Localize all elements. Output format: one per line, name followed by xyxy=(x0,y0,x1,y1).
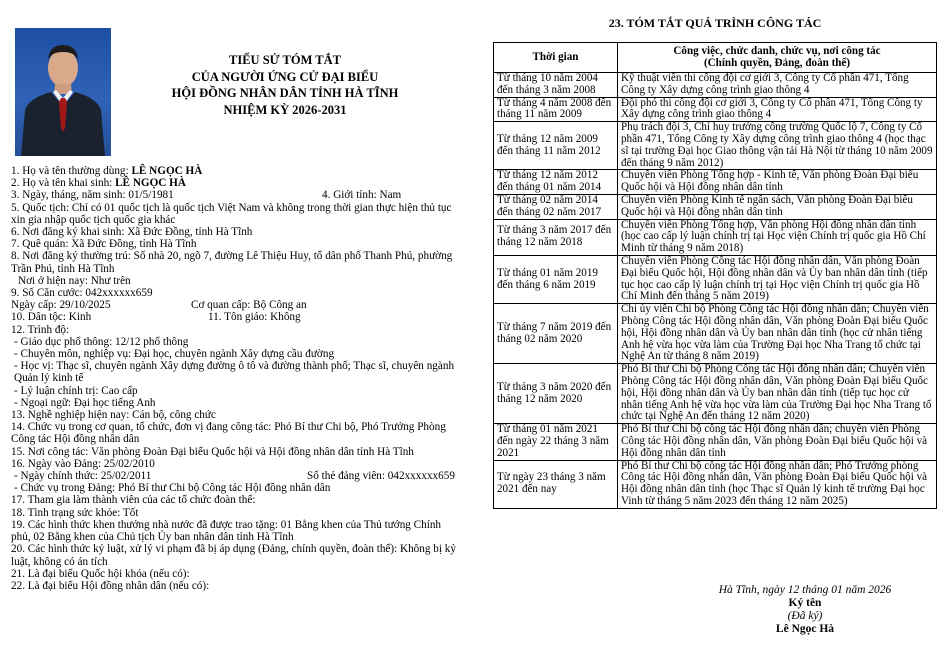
header-time: Thời gian xyxy=(494,43,618,73)
info-id-issue-date: Ngày cấp: 29/10/2025 xyxy=(11,299,111,312)
info-health: 18. Tình trạng sức khỏe: Tốt xyxy=(11,506,139,519)
header-job-line-1: Công việc, chức danh, chức vụ, nơi công tác xyxy=(673,44,881,57)
info-education-degree: - Học vị: Thạc sĩ, chuyên ngành Xây dựng đường ô tô và đường thành phố; Thạc sĩ, chuyên ngành Quản lý kinh tế xyxy=(14,360,455,385)
header-job-line-2: (Chính quyền, Đảng, đoàn thể) xyxy=(703,56,851,69)
info-value-bold: LÊ NGỌC HÀ xyxy=(131,165,203,177)
personal-info-section xyxy=(11,165,457,592)
info-party-official xyxy=(11,470,457,482)
row-time: Từ tháng 3 năm 2017 đến tháng 12 năm 2018 xyxy=(494,219,618,255)
info-hometown: 7. Quê quán: Xã Đức Đồng, tỉnh Hà Tĩnh xyxy=(11,238,197,251)
title-line-2: CỦA NGƯỜI ỨNG CỬ ĐẠI BIỂU xyxy=(191,69,379,84)
info-organizations: 17. Tham gia làm thành viên của các tổ chức đoàn thể: xyxy=(11,494,256,507)
info-workplace: 15. Nơi công tác: Văn phòng Đoàn Đại biểu Quốc hội và Hội đồng nhân dân tỉnh Hà Tĩnh xyxy=(11,445,414,458)
info-birth-name xyxy=(11,177,457,189)
row-job: Phó Bí thư Chi bộ công tác Hội đồng nhân dân; chuyên viên Phòng Công tác Hội đồng nhân dân, Văn phòng Đoàn Đại biểu Quốc hội và Hội đồng nhân dân tỉnh xyxy=(618,424,937,460)
row-job: Chuyên viên Phòng Tổng hợp - Kinh tế, Văn phòng Đoàn Đại biểu Quốc hội và Hội đồng nhân dân tỉnh xyxy=(618,170,937,195)
table-row xyxy=(494,460,937,508)
table-row xyxy=(494,73,937,98)
info-label: 2. Họ và tên khai sinh: xyxy=(11,177,116,190)
info-pc-delegate: 22. Là đại biểu Hội đồng nhân dân (nếu có): xyxy=(11,579,210,592)
info-label: 1. Họ và tên thường dùng: xyxy=(11,165,132,177)
info-education-general: - Giáo dục phổ thông: 12/12 phổ thông xyxy=(14,335,189,348)
table-row xyxy=(494,304,937,364)
table-row xyxy=(494,219,937,255)
row-time: Từ tháng 12 năm 2012 đến tháng 01 năm 2014 xyxy=(494,170,618,195)
info-education-professional: - Chuyên môn, nghiệp vụ: Đại học, chuyên ngành Xây dựng cầu đường xyxy=(14,348,335,361)
info-birthdate: 3. Ngày, tháng, năm sinh: 01/5/1981 xyxy=(11,189,174,202)
info-awards: 19. Các hình thức khen thưởng nhà nước đã được trao tặng: 01 Bằng khen của Thủ tướng Chính phủ, 02 Bằng khen của Chủ tịch Ủy ban nhân dân tỉnh Hà Tĩnh xyxy=(11,518,442,544)
row-job: Phó Bí thư Chi bộ công tác Hội đồng nhân dân; Phó Trưởng phòng Công tác Hội đồng nhân dân, Văn phòng Đoàn Đại biểu Quốc hội và Hội đồng nhân dân tỉnh (học Thạc sĩ Quản lý kinh tế trường Đại học Vinh từ tháng 5 năm 2023 đến tháng 12 năm 2025) xyxy=(618,460,937,508)
row-job: Chi ủy viên Chi bộ Phòng Công tác Hội đồng nhân dân; Chuyên viên Phòng Công tác Hội đồng nhân dân, Văn phòng Đoàn Đại biểu Quốc hội, Hội đồng nhân dân và Ủy ban nhân dân tỉnh (học cử nhân tiếng Anh hệ vừa học vừa làm của Trường Đại học Nha Trang tổ chức tại Nghệ An từ tháng 8 năm 2019) xyxy=(618,304,937,364)
info-na-delegate: 21. Là đại biểu Quốc hội khóa (nếu có): xyxy=(11,567,190,580)
title-line-1: TIỂU SỬ TÓM TẮT xyxy=(229,53,341,67)
table-row xyxy=(494,170,937,195)
signature-name: Lê Ngọc Hà xyxy=(775,623,835,635)
info-position: 14. Chức vụ trong cơ quan, tổ chức, đơn vị đang công tác: Phó Bí thư Chi bộ, Phó Trưởng Phòng Công tác Hội đồng nhân dân xyxy=(11,421,446,446)
info-value-bold: LÊ NGỌC HÀ xyxy=(115,177,186,190)
row-time: Từ tháng 01 năm 2019 đến tháng 6 năm 2019 xyxy=(494,255,618,303)
info-ethnicity-religion xyxy=(11,311,457,323)
title-line-4: NHIỆM KỲ 2026-2031 xyxy=(223,102,347,117)
title-line-3: HỘI ĐỒNG NHÂN DÂN TỈNH HÀ TĨNH xyxy=(171,86,399,100)
row-job: Chuyên viên Phòng Kinh tế ngân sách, Văn phòng Đoàn Đại biểu Quốc hội và Hội đồng nhân dân tỉnh xyxy=(618,194,937,219)
document-title xyxy=(120,52,450,118)
signature-label: Ký tên xyxy=(788,597,822,609)
row-job: Phó Bí thư Chi bộ Phòng Công tác Hội đồng nhân dân; Chuyên viên Phòng Công tác Hội đồng nhân dân, Văn phòng Đoàn Đại biểu Quốc hội, Hội đồng nhân dân và Ủy ban nhân dân tỉnh (tiếp tục học cử nhân tiếng Anh hệ vừa học vừa làm của Trường Đại học Nha Trang tổ chức tại Nghệ An đến tháng 12 năm 2020) xyxy=(618,364,937,424)
info-id-number: 9. Số Căn cước: 042xxxxxx659 xyxy=(11,287,153,300)
table-header-row xyxy=(494,43,937,73)
info-gender: 4. Giới tính: Nam xyxy=(322,189,402,202)
info-birth-registration: 6. Nơi đăng ký khai sinh: Xã Đức Đồng, tỉnh Hà Tĩnh xyxy=(11,226,253,239)
row-time: Từ tháng 4 năm 2008 đến tháng 11 năm 2009 xyxy=(494,97,618,122)
info-nationality: 5. Quốc tịch: Chỉ có 01 quốc tịch là quốc tịch Việt Nam và không trong thời gian thực hiện thủ tục xin gia nhập quốc tịch quốc gia khác xyxy=(11,201,452,226)
info-discipline: 20. Các hình thức kỷ luật, xử lý vi phạm đã bị áp dụng (Đảng, chính quyền, đoàn thể): Không bị kỷ luật, không có án tích xyxy=(11,543,456,568)
table-row xyxy=(494,97,937,122)
signature-signed: (Đã ký) xyxy=(787,610,823,622)
row-job: Phụ trách đội 3, Chỉ huy trưởng công trường Quốc lộ 7, Công ty Cổ phần 471, Tổng Công ty Xây dựng công trình giao thông 4 (học thạc sĩ tại trường Đại học Giao thông vận tải Hà Nội từ tháng 10 năm 2009 đến tháng 9 năm 2012) xyxy=(618,122,937,170)
row-time: Từ ngày 23 tháng 3 năm 2021 đến nay xyxy=(494,460,618,508)
work-history-section xyxy=(493,0,937,509)
info-party-official-date: - Ngày chính thức: 25/02/2011 xyxy=(14,470,152,483)
info-education-heading: 12. Trình độ: xyxy=(11,323,70,336)
info-birth-gender xyxy=(11,189,457,201)
info-party-card: Số thẻ đảng viên: 042xxxxxx659 xyxy=(307,470,455,483)
table-row xyxy=(494,194,937,219)
table-row xyxy=(494,364,937,424)
row-time: Từ tháng 12 năm 2009 đến tháng 11 năm 2012 xyxy=(494,122,618,170)
row-job: Chuyên viên Phòng Công tác Hội đồng nhân dân, Văn phòng Đoàn Đại biểu Quốc hội, Hội đồng nhân dân và Ủy ban nhân dân tỉnh (tiếp tục học cao cấp lý luận chính trị tại Học viện Chính trị quốc gia Hồ Chí Minh đến tháng 5 năm 2019) xyxy=(618,255,937,303)
info-party-join-date: 16. Ngày vào Đảng: 25/02/2010 xyxy=(11,457,155,470)
info-occupation: 13. Nghề nghiệp hiện nay: Cán bộ, công chức xyxy=(11,409,216,422)
info-id-issue xyxy=(11,299,457,311)
info-ethnicity: 10. Dân tộc: Kinh xyxy=(11,311,92,324)
info-education-language: - Ngoại ngữ: Đại học tiếng Anh xyxy=(14,396,156,409)
info-education-political: - Lý luận chính trị: Cao cấp xyxy=(14,384,138,397)
row-job: Đội phó thi công đội cơ giới 3, Công ty Cổ phần 471, Tổng Công ty Xây dựng công trình giao thông 4 xyxy=(618,97,937,122)
table-row xyxy=(494,255,937,303)
row-time: Từ tháng 10 năm 2004 đến tháng 3 năm 2008 xyxy=(494,73,618,98)
work-history-title: 23. TÓM TẮT QUÁ TRÌNH CÔNG TÁC xyxy=(608,16,822,30)
row-job: Chuyên viên Phòng Tổng hợp, Văn phòng Hội đồng nhân dân tỉnh (học cao cấp lý luận chính trị tại Học viện Chính trị quốc gia Hồ Chí Minh từ tháng 9 năm 2018) xyxy=(618,219,937,255)
info-current-residence: Nơi ở hiện nay: Như trên xyxy=(18,274,131,287)
header-job xyxy=(618,43,937,73)
table-row xyxy=(494,122,937,170)
row-time: Từ tháng 7 năm 2019 đến tháng 02 năm 2020 xyxy=(494,304,618,364)
row-time: Từ tháng 01 năm 2021 đến ngày 22 tháng 3 năm 2021 xyxy=(494,424,618,460)
table-row xyxy=(494,424,937,460)
info-religion: 11. Tôn giáo: Không xyxy=(208,311,301,324)
row-time: Từ tháng 3 năm 2020 đến tháng 12 năm 2020 xyxy=(494,364,618,424)
signature-date: Hà Tĩnh, ngày 12 tháng 01 năm 2026 xyxy=(718,584,892,596)
signature-block xyxy=(690,584,920,636)
row-job: Kỹ thuật viên thi công đội cơ giới 3, Công ty Cổ phần 471, Tổng Công ty Xây dựng công trình giao thông 4 xyxy=(618,73,937,98)
info-permanent-residence: 8. Nơi đăng ký thường trú: Số nhà 20, ngõ 7, đường Lê Thiệu Huy, tổ dân phố Thanh Phú, phường Trần Phú, tỉnh Hà Tĩnh xyxy=(11,250,453,275)
row-time: Từ tháng 02 năm 2014 đến tháng 02 năm 2017 xyxy=(494,194,618,219)
candidate-portrait-photo xyxy=(15,28,111,156)
work-history-table xyxy=(493,42,937,509)
info-party-position: - Chức vụ trong Đảng: Phó Bí thư Chi bộ Công tác Hội đồng nhân dân xyxy=(14,482,331,495)
info-common-name xyxy=(11,165,457,177)
info-id-issuer: Cơ quan cấp: Bộ Công an xyxy=(191,299,307,312)
